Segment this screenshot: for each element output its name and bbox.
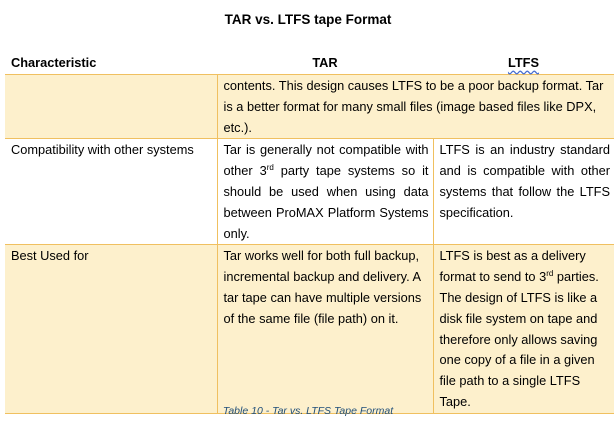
comparison-table: [5, 50, 614, 414]
cell-tar-continuation: [217, 75, 614, 139]
header-ltfs: [433, 50, 614, 75]
cell-characteristic: Best Used for: [5, 245, 217, 413]
cell-text: LTFS is best as a delivery format to send to 3: [439, 248, 586, 285]
cell-text: parties. The design of LTFS is like a disk file system on tape and therefore only allows saving one copy of a file in a given file path to a single LTFS Tape.: [439, 269, 599, 409]
header-tar: TAR: [217, 50, 433, 75]
cell-tar: [217, 139, 433, 245]
header-ltfs-text: LTFS: [507, 54, 540, 70]
cell-ltfs: LTFS is an industry standard and is compatible with other systems that follow the LTFS specification.: [433, 139, 614, 245]
cell-tar: Tar works well for both full backup, incremental backup and delivery. A tar tape can have multiple versions of the same file (file path) on it.: [217, 245, 433, 413]
superscript: rd: [266, 163, 274, 173]
superscript: rd: [546, 269, 554, 279]
cell-text: Tar is generally not compatible with other 3: [223, 142, 429, 179]
table-row: [5, 75, 614, 139]
table-row: [5, 139, 614, 245]
document-title: TAR vs. LTFS tape Format: [224, 12, 392, 27]
table-caption: Table 10 - Tar vs. LTFS Tape Format: [222, 405, 394, 417]
cell-characteristic: Compatibility with other systems: [5, 139, 217, 245]
cell-characteristic: [5, 75, 217, 139]
table-header-row: [5, 50, 614, 75]
cell-ltfs: [433, 245, 614, 413]
cell-text: contents. This design causes LTFS to be a poor backup format. Tar is a better format for many small files (image based files like DPX, etc.).: [223, 78, 604, 135]
cell-text: party tape systems so it should be used when using data between ProMAX Platform Systems only.: [223, 163, 429, 241]
header-characteristic: Characteristic: [5, 50, 217, 75]
table-row: [5, 245, 614, 413]
